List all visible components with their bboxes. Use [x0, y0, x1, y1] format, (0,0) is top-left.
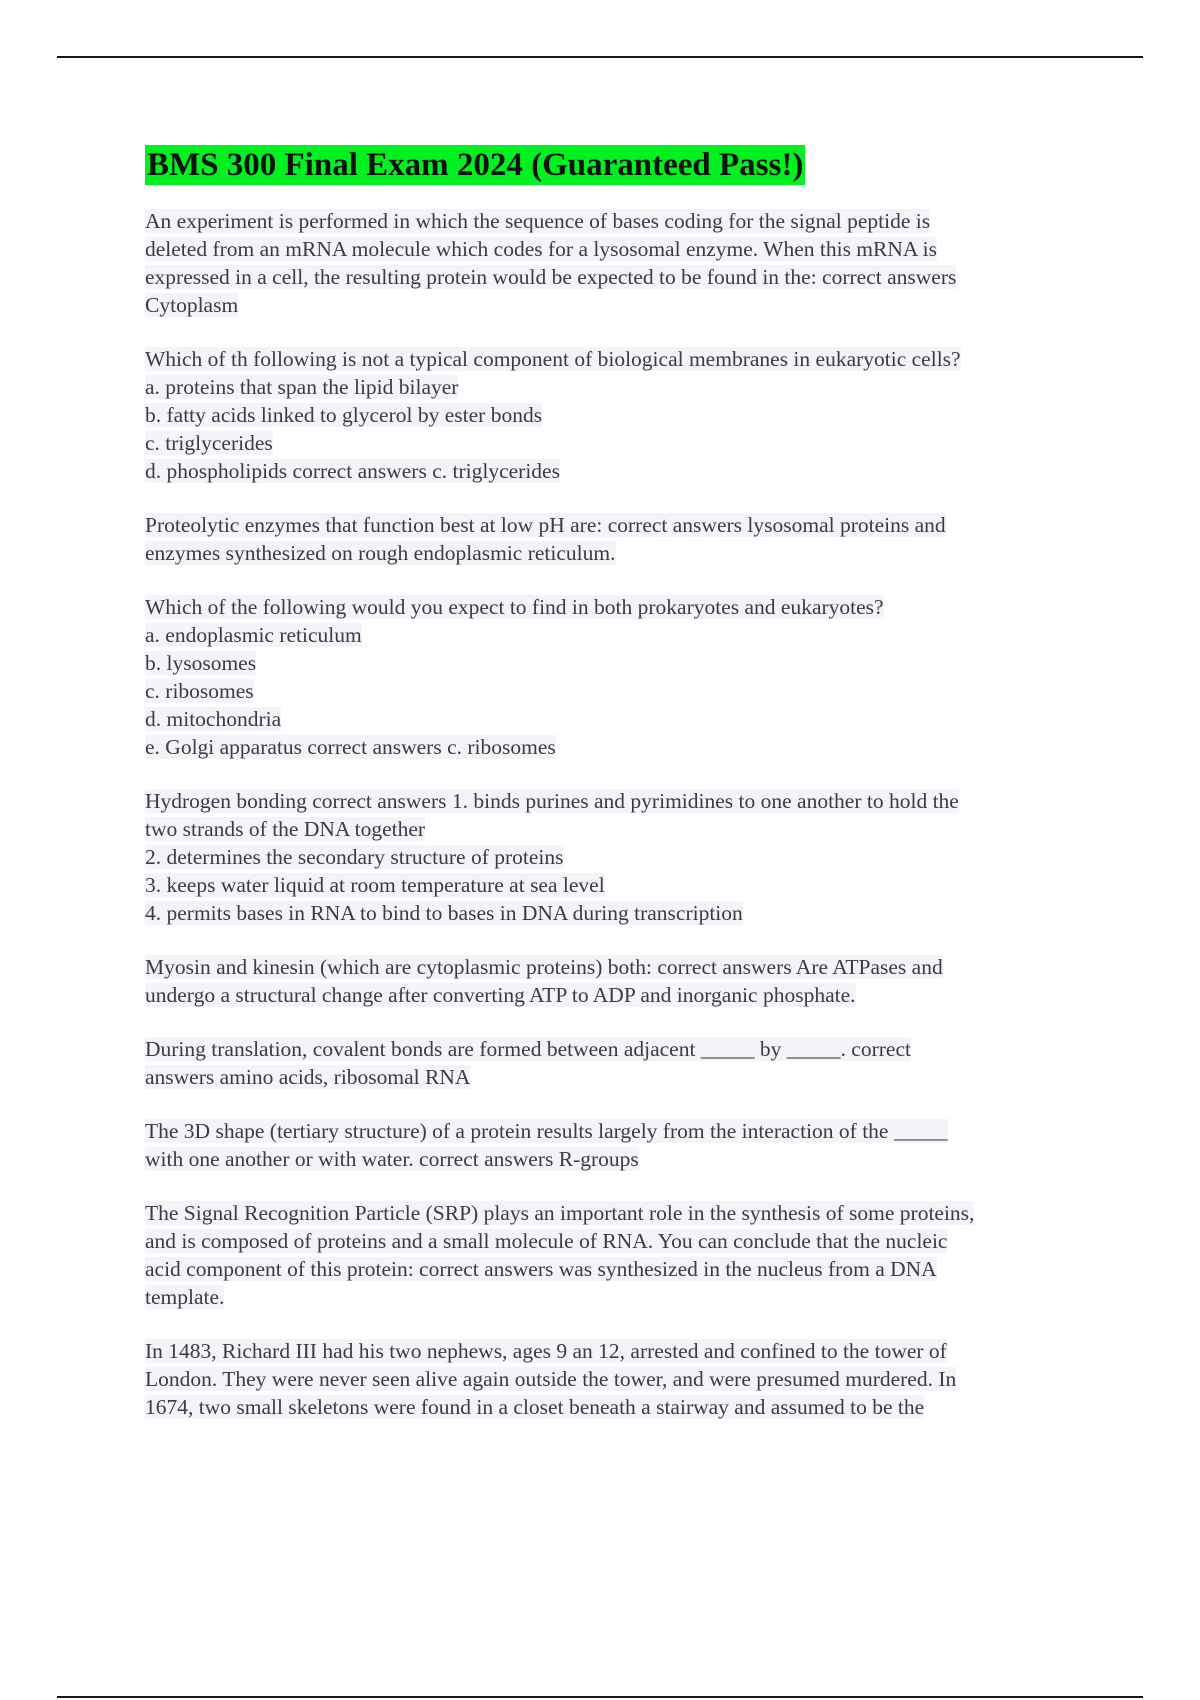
question-block [145, 511, 1090, 567]
question-line [145, 511, 1090, 539]
question-text: a. proteins that span the lipid bilayer [145, 375, 459, 399]
question-text: deleted from an mRNA molecule which codes for a lysosomal enzyme. When this mRNA is [145, 237, 937, 261]
question-text: b. lysosomes [145, 651, 257, 675]
question-block [145, 1117, 1090, 1173]
question-text: Which of the following would you expect to find in both prokaryotes and eukaryotes? [145, 595, 884, 619]
question-line [145, 677, 1090, 705]
question-text: b. fatty acids linked to glycerol by ester bonds [145, 403, 543, 427]
question-text: c. ribosomes [145, 679, 254, 703]
question-text: with one another or with water. correct answers R-groups [145, 1147, 639, 1171]
question-text: London. They were never seen alive again outside the tower, and were presumed murdered. In [145, 1367, 957, 1391]
question-line [145, 235, 1090, 263]
question-line [145, 1199, 1090, 1227]
question-line [145, 1365, 1090, 1393]
question-line [145, 871, 1090, 899]
question-text: Proteolytic enzymes that function best at low pH are: correct answers lysosomal proteins and [145, 513, 946, 537]
question-line [145, 899, 1090, 927]
document-body [145, 145, 1090, 1447]
question-line [145, 345, 1090, 373]
question-line [145, 1255, 1090, 1283]
question-text: two strands of the DNA together [145, 817, 426, 841]
question-text: and is composed of proteins and a small molecule of RNA. You can conclude that the nucleic [145, 1229, 948, 1253]
question-text: a. endoplasmic reticulum [145, 623, 362, 647]
question-line [145, 621, 1090, 649]
header-rule [57, 56, 1143, 58]
question-line [145, 815, 1090, 843]
question-text: In 1483, Richard III had his two nephews, ages 9 an 12, arrested and confined to the tower of [145, 1339, 947, 1363]
question-list [145, 207, 1090, 1421]
question-line [145, 263, 1090, 291]
question-line [145, 539, 1090, 567]
question-text: Myosin and kinesin (which are cytoplasmic proteins) both: correct answers Are ATPases and [145, 955, 943, 979]
question-block [145, 345, 1090, 485]
question-line [145, 733, 1090, 761]
question-text: Cytoplasm [145, 293, 239, 317]
question-line [145, 1117, 1090, 1145]
question-line [145, 373, 1090, 401]
question-text: c. triglycerides [145, 431, 273, 455]
question-text: e. Golgi apparatus correct answers c. ribosomes [145, 735, 556, 759]
question-line [145, 843, 1090, 871]
question-text: The Signal Recognition Particle (SRP) plays an important role in the synthesis of some proteins, [145, 1201, 975, 1225]
question-line [145, 1145, 1090, 1173]
question-text: 4. permits bases in RNA to bind to bases in DNA during transcription [145, 901, 743, 925]
question-line [145, 1283, 1090, 1311]
question-text: During translation, covalent bonds are formed between adjacent _____ by _____. correct [145, 1037, 911, 1061]
question-text: Hydrogen bonding correct answers 1. binds purines and pyrimidines to one another to hold the [145, 789, 959, 813]
question-text: template. [145, 1285, 225, 1309]
question-line [145, 401, 1090, 429]
question-text: 3. keeps water liquid at room temperature at sea level [145, 873, 605, 897]
question-line [145, 593, 1090, 621]
question-line [145, 1227, 1090, 1255]
question-text: Which of th following is not a typical component of biological membranes in eukaryotic cells? [145, 347, 961, 371]
question-block [145, 787, 1090, 927]
document-title: BMS 300 Final Exam 2024 (Guaranteed Pass!) [147, 147, 804, 183]
question-text: 2. determines the secondary structure of proteins [145, 845, 564, 869]
question-line [145, 787, 1090, 815]
question-line [145, 649, 1090, 677]
question-text: enzymes synthesized on rough endoplasmic reticulum. [145, 541, 616, 565]
question-text: acid component of this protein: correct answers was synthesized in the nucleus from a DNA [145, 1257, 937, 1281]
question-text: d. mitochondria [145, 707, 282, 731]
question-line [145, 1035, 1090, 1063]
question-block [145, 1035, 1090, 1091]
question-text: d. phospholipids correct answers c. triglycerides [145, 459, 560, 483]
question-text: An experiment is performed in which the sequence of bases coding for the signal peptide is [145, 209, 931, 233]
question-text: 1674, two small skeletons were found in a closet beneath a stairway and assumed to be the [145, 1395, 925, 1419]
question-line [145, 705, 1090, 733]
question-line [145, 1063, 1090, 1091]
footer-rule [57, 1696, 1143, 1698]
question-line [145, 981, 1090, 1009]
question-line [145, 1393, 1090, 1421]
question-line [145, 457, 1090, 485]
question-block [145, 953, 1090, 1009]
question-line [145, 429, 1090, 457]
question-line [145, 207, 1090, 235]
question-text: expressed in a cell, the resulting protein would be expected to be found in the: correct answers [145, 265, 957, 289]
question-text: undergo a structural change after converting ATP to ADP and inorganic phosphate. [145, 983, 856, 1007]
question-line [145, 1337, 1090, 1365]
question-block [145, 207, 1090, 319]
question-line [145, 953, 1090, 981]
question-line [145, 291, 1090, 319]
question-block [145, 593, 1090, 761]
question-block [145, 1337, 1090, 1421]
question-text: The 3D shape (tertiary structure) of a protein results largely from the interaction of the _____ [145, 1119, 948, 1143]
question-block [145, 1199, 1090, 1311]
question-text: answers amino acids, ribosomal RNA [145, 1065, 471, 1089]
